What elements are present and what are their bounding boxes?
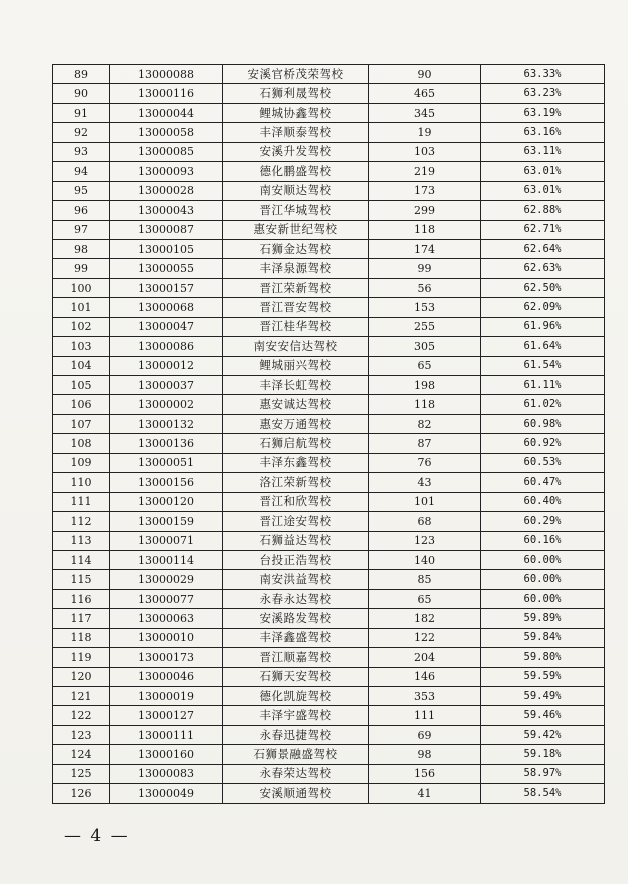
exam-count-cell: 56 — [369, 278, 481, 297]
exam-count-cell: 153 — [369, 298, 481, 317]
pass-rate-cell: 60.98% — [481, 414, 605, 433]
exam-count-cell: 182 — [369, 609, 481, 628]
school-name-cell: 石狮天安驾校 — [223, 667, 369, 686]
table-row — [53, 570, 605, 589]
exam-count-cell: 305 — [369, 337, 481, 356]
school-code-cell: 13000046 — [110, 667, 223, 686]
rank-cell: 118 — [53, 628, 110, 647]
exam-count-cell: 87 — [369, 434, 481, 453]
exam-count-cell: 68 — [369, 512, 481, 531]
table-row — [53, 239, 605, 258]
table-row — [53, 337, 605, 356]
school-name-cell: 石狮益达驾校 — [223, 531, 369, 550]
school-name-cell: 安溪升发驾校 — [223, 142, 369, 161]
school-name-cell: 丰泽顺泰驾校 — [223, 123, 369, 142]
pass-rate-cell: 61.54% — [481, 356, 605, 375]
school-name-cell: 安溪官桥茂荣驾校 — [223, 65, 369, 84]
school-code-cell: 13000047 — [110, 317, 223, 336]
school-code-cell: 13000127 — [110, 706, 223, 725]
rank-cell: 116 — [53, 589, 110, 608]
rank-cell: 126 — [53, 784, 110, 803]
rank-cell: 112 — [53, 512, 110, 531]
table-row — [53, 181, 605, 200]
exam-count-cell: 118 — [369, 220, 481, 239]
school-code-cell: 13000051 — [110, 453, 223, 472]
exam-count-cell: 173 — [369, 181, 481, 200]
exam-count-cell: 174 — [369, 239, 481, 258]
pass-rate-cell: 58.54% — [481, 784, 605, 803]
pass-rate-cell: 60.40% — [481, 492, 605, 511]
table-row — [53, 609, 605, 628]
rank-cell: 106 — [53, 395, 110, 414]
school-code-cell: 13000132 — [110, 414, 223, 433]
rank-cell: 114 — [53, 550, 110, 569]
pass-rate-cell: 62.64% — [481, 239, 605, 258]
pass-rate-cell: 60.29% — [481, 512, 605, 531]
pass-rate-cell: 60.00% — [481, 589, 605, 608]
school-code-cell: 13000055 — [110, 259, 223, 278]
school-name-cell: 南安洪益驾校 — [223, 570, 369, 589]
exam-count-cell: 82 — [369, 414, 481, 433]
pass-rate-cell: 60.47% — [481, 473, 605, 492]
table-row — [53, 648, 605, 667]
pass-rate-cell: 60.00% — [481, 550, 605, 569]
table-row — [53, 123, 605, 142]
pass-rate-cell: 62.71% — [481, 220, 605, 239]
school-code-cell: 13000071 — [110, 531, 223, 550]
pass-rate-cell: 59.42% — [481, 725, 605, 744]
exam-count-cell: 69 — [369, 725, 481, 744]
exam-count-cell: 103 — [369, 142, 481, 161]
table-row — [53, 492, 605, 511]
rank-cell: 90 — [53, 84, 110, 103]
rank-cell: 102 — [53, 317, 110, 336]
table-row — [53, 667, 605, 686]
pass-rate-cell: 62.50% — [481, 278, 605, 297]
table-row — [53, 259, 605, 278]
school-name-cell: 永春迅捷驾校 — [223, 725, 369, 744]
rank-cell: 122 — [53, 706, 110, 725]
pass-rate-cell: 63.33% — [481, 65, 605, 84]
pass-rate-cell: 63.16% — [481, 123, 605, 142]
rank-cell: 123 — [53, 725, 110, 744]
table-body — [53, 65, 605, 804]
rank-cell: 107 — [53, 414, 110, 433]
school-name-cell: 惠安诚达驾校 — [223, 395, 369, 414]
table-row — [53, 103, 605, 122]
exam-count-cell: 98 — [369, 745, 481, 764]
school-code-cell: 13000114 — [110, 550, 223, 569]
table-row — [53, 764, 605, 783]
school-code-cell: 13000157 — [110, 278, 223, 297]
school-code-cell: 13000012 — [110, 356, 223, 375]
school-name-cell: 石狮金达驾校 — [223, 239, 369, 258]
school-name-cell: 石狮利晟驾校 — [223, 84, 369, 103]
table-row — [53, 220, 605, 239]
rank-cell: 124 — [53, 745, 110, 764]
school-code-cell: 13000111 — [110, 725, 223, 744]
table-row — [53, 745, 605, 764]
rank-cell: 119 — [53, 648, 110, 667]
table-row — [53, 162, 605, 181]
school-name-cell: 石狮景融盛驾校 — [223, 745, 369, 764]
rank-cell: 111 — [53, 492, 110, 511]
school-name-cell: 晋江顺嘉驾校 — [223, 648, 369, 667]
rank-cell: 104 — [53, 356, 110, 375]
school-code-cell: 13000083 — [110, 764, 223, 783]
pass-rate-cell: 59.46% — [481, 706, 605, 725]
rank-cell: 100 — [53, 278, 110, 297]
pass-rate-cell: 59.89% — [481, 609, 605, 628]
driving-school-pass-rate-table — [52, 64, 605, 804]
school-code-cell: 13000058 — [110, 123, 223, 142]
school-code-cell: 13000159 — [110, 512, 223, 531]
school-code-cell: 13000088 — [110, 65, 223, 84]
school-code-cell: 13000028 — [110, 181, 223, 200]
rank-cell: 91 — [53, 103, 110, 122]
table-row — [53, 298, 605, 317]
rank-cell: 92 — [53, 123, 110, 142]
page-number: — 4 — — [64, 826, 130, 846]
exam-count-cell: 65 — [369, 589, 481, 608]
school-code-cell: 13000105 — [110, 239, 223, 258]
exam-count-cell: 19 — [369, 123, 481, 142]
rank-cell: 121 — [53, 687, 110, 706]
school-code-cell: 13000086 — [110, 337, 223, 356]
rank-cell: 93 — [53, 142, 110, 161]
table-row — [53, 65, 605, 84]
rank-cell: 99 — [53, 259, 110, 278]
table-row — [53, 453, 605, 472]
table-row — [53, 473, 605, 492]
pass-rate-cell: 59.84% — [481, 628, 605, 647]
school-name-cell: 丰泽泉源驾校 — [223, 259, 369, 278]
rank-cell: 117 — [53, 609, 110, 628]
exam-count-cell: 76 — [369, 453, 481, 472]
rank-cell: 101 — [53, 298, 110, 317]
school-name-cell: 惠安新世纪驾校 — [223, 220, 369, 239]
rank-cell: 105 — [53, 376, 110, 395]
exam-count-cell: 123 — [369, 531, 481, 550]
rank-cell: 113 — [53, 531, 110, 550]
table-row — [53, 84, 605, 103]
exam-count-cell: 90 — [369, 65, 481, 84]
exam-count-cell: 65 — [369, 356, 481, 375]
school-code-cell: 13000116 — [110, 84, 223, 103]
table-row — [53, 784, 605, 803]
school-name-cell: 安溪顺通驾校 — [223, 784, 369, 803]
rank-cell: 110 — [53, 473, 110, 492]
exam-count-cell: 118 — [369, 395, 481, 414]
school-code-cell: 13000085 — [110, 142, 223, 161]
school-name-cell: 南安顺达驾校 — [223, 181, 369, 200]
school-name-cell: 晋江华城驾校 — [223, 201, 369, 220]
school-name-cell: 台投正浩驾校 — [223, 550, 369, 569]
rank-cell: 94 — [53, 162, 110, 181]
school-name-cell: 晋江桂华驾校 — [223, 317, 369, 336]
rank-cell: 108 — [53, 434, 110, 453]
school-code-cell: 13000093 — [110, 162, 223, 181]
school-code-cell: 13000044 — [110, 103, 223, 122]
table-row — [53, 531, 605, 550]
school-name-cell: 丰泽鑫盛驾校 — [223, 628, 369, 647]
exam-count-cell: 198 — [369, 376, 481, 395]
table-row — [53, 376, 605, 395]
pass-rate-cell: 58.97% — [481, 764, 605, 783]
school-code-cell: 13000173 — [110, 648, 223, 667]
school-name-cell: 永春荣达驾校 — [223, 764, 369, 783]
pass-rate-cell: 60.92% — [481, 434, 605, 453]
exam-count-cell: 353 — [369, 687, 481, 706]
school-code-cell: 13000136 — [110, 434, 223, 453]
school-code-cell: 13000156 — [110, 473, 223, 492]
school-name-cell: 晋江和欣驾校 — [223, 492, 369, 511]
exam-count-cell: 345 — [369, 103, 481, 122]
rank-cell: 120 — [53, 667, 110, 686]
pass-rate-cell: 60.16% — [481, 531, 605, 550]
pass-rate-cell: 62.63% — [481, 259, 605, 278]
rank-cell: 96 — [53, 201, 110, 220]
school-code-cell: 13000010 — [110, 628, 223, 647]
school-code-cell: 13000087 — [110, 220, 223, 239]
rank-cell: 115 — [53, 570, 110, 589]
school-code-cell: 13000068 — [110, 298, 223, 317]
table-row — [53, 395, 605, 414]
exam-count-cell: 122 — [369, 628, 481, 647]
school-code-cell: 13000002 — [110, 395, 223, 414]
exam-count-cell: 299 — [369, 201, 481, 220]
school-name-cell: 丰泽长虹驾校 — [223, 376, 369, 395]
school-name-cell: 石狮启航驾校 — [223, 434, 369, 453]
rank-cell: 103 — [53, 337, 110, 356]
pass-rate-cell: 62.88% — [481, 201, 605, 220]
pass-rate-cell: 61.64% — [481, 337, 605, 356]
school-name-cell: 永春永达驾校 — [223, 589, 369, 608]
exam-count-cell: 111 — [369, 706, 481, 725]
pass-rate-cell: 63.01% — [481, 181, 605, 200]
school-code-cell: 13000077 — [110, 589, 223, 608]
rank-cell: 125 — [53, 764, 110, 783]
pass-rate-cell: 62.09% — [481, 298, 605, 317]
rank-cell: 95 — [53, 181, 110, 200]
pass-rate-cell: 61.02% — [481, 395, 605, 414]
school-name-cell: 丰泽东鑫驾校 — [223, 453, 369, 472]
table-row — [53, 434, 605, 453]
pass-rate-cell: 60.53% — [481, 453, 605, 472]
pass-rate-cell: 61.11% — [481, 376, 605, 395]
table-row — [53, 356, 605, 375]
rank-cell: 97 — [53, 220, 110, 239]
school-code-cell: 13000120 — [110, 492, 223, 511]
table-row — [53, 142, 605, 161]
school-code-cell: 13000019 — [110, 687, 223, 706]
exam-count-cell: 101 — [369, 492, 481, 511]
exam-count-cell: 146 — [369, 667, 481, 686]
pass-rate-cell: 59.59% — [481, 667, 605, 686]
pass-rate-cell: 59.18% — [481, 745, 605, 764]
school-code-cell: 13000029 — [110, 570, 223, 589]
table-row — [53, 278, 605, 297]
school-name-cell: 南安安信达驾校 — [223, 337, 369, 356]
pass-rate-cell: 63.23% — [481, 84, 605, 103]
table-row — [53, 628, 605, 647]
table-row — [53, 687, 605, 706]
exam-count-cell: 43 — [369, 473, 481, 492]
school-name-cell: 德化鹏盛驾校 — [223, 162, 369, 181]
rank-cell: 89 — [53, 65, 110, 84]
school-name-cell: 安溪路发驾校 — [223, 609, 369, 628]
school-name-cell: 丰泽宇盛驾校 — [223, 706, 369, 725]
pass-rate-cell: 59.49% — [481, 687, 605, 706]
pass-rate-cell: 60.00% — [481, 570, 605, 589]
table-row — [53, 550, 605, 569]
table-row — [53, 706, 605, 725]
school-name-cell: 洛江荣新驾校 — [223, 473, 369, 492]
rank-cell: 109 — [53, 453, 110, 472]
school-name-cell: 鲤城协鑫驾校 — [223, 103, 369, 122]
school-code-cell: 13000049 — [110, 784, 223, 803]
pass-rate-cell: 59.80% — [481, 648, 605, 667]
exam-count-cell: 156 — [369, 764, 481, 783]
exam-count-cell: 255 — [369, 317, 481, 336]
table-row — [53, 201, 605, 220]
school-code-cell: 13000043 — [110, 201, 223, 220]
pass-rate-cell: 61.96% — [481, 317, 605, 336]
school-name-cell: 晋江晋安驾校 — [223, 298, 369, 317]
school-code-cell: 13000160 — [110, 745, 223, 764]
pass-rate-cell: 63.11% — [481, 142, 605, 161]
rank-cell: 98 — [53, 239, 110, 258]
exam-count-cell: 41 — [369, 784, 481, 803]
table-row — [53, 512, 605, 531]
school-name-cell: 德化凯旋驾校 — [223, 687, 369, 706]
table-row — [53, 414, 605, 433]
pass-rate-cell: 63.01% — [481, 162, 605, 181]
exam-count-cell: 204 — [369, 648, 481, 667]
pass-rate-cell: 63.19% — [481, 103, 605, 122]
school-name-cell: 鲤城丽兴驾校 — [223, 356, 369, 375]
school-code-cell: 13000063 — [110, 609, 223, 628]
table-row — [53, 589, 605, 608]
school-name-cell: 晋江荣新驾校 — [223, 278, 369, 297]
exam-count-cell: 85 — [369, 570, 481, 589]
exam-count-cell: 140 — [369, 550, 481, 569]
table-row — [53, 317, 605, 336]
school-name-cell: 晋江途安驾校 — [223, 512, 369, 531]
exam-count-cell: 99 — [369, 259, 481, 278]
exam-count-cell: 219 — [369, 162, 481, 181]
school-code-cell: 13000037 — [110, 376, 223, 395]
table-row — [53, 725, 605, 744]
school-name-cell: 惠安万通驾校 — [223, 414, 369, 433]
exam-count-cell: 465 — [369, 84, 481, 103]
